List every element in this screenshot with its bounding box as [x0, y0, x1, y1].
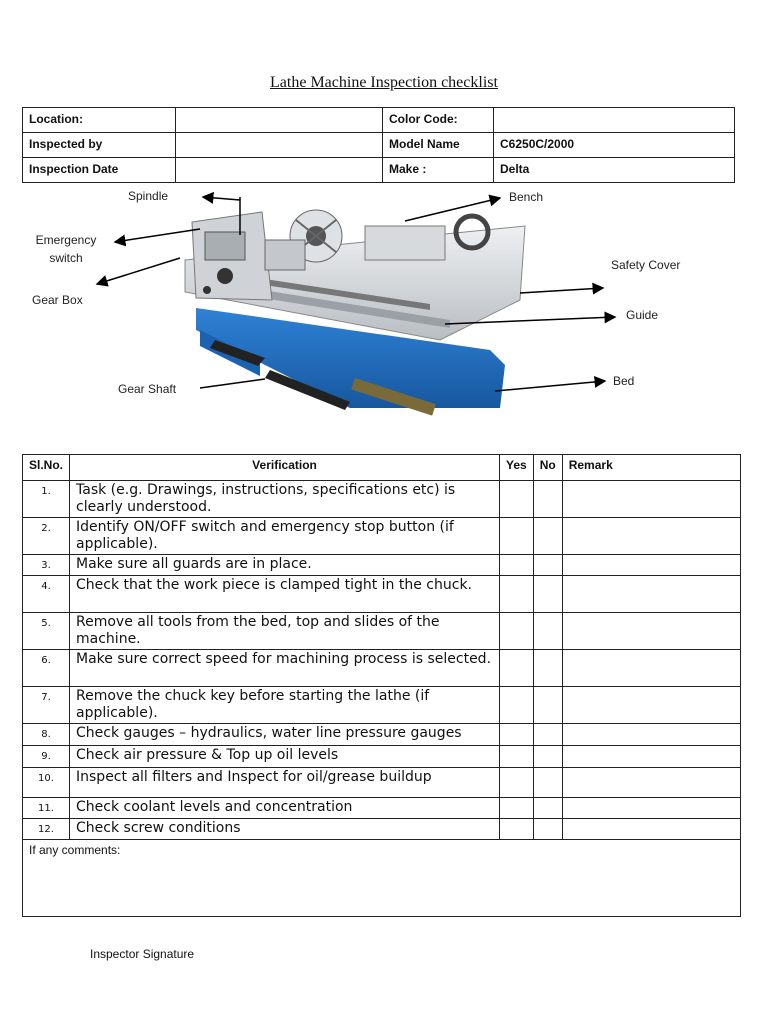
label-emergency-switch-line1: Emergency — [35, 233, 97, 247]
row-yes-cell[interactable] — [500, 576, 534, 613]
row-no-cell[interactable] — [533, 768, 562, 798]
headstock — [192, 212, 272, 300]
lathe-diagram — [0, 180, 768, 420]
row-task: Identify ON/OFF switch and emergency stop button (if applicable). — [70, 518, 500, 555]
row-task: Check coolant levels and concentration — [70, 798, 500, 819]
location-label: Location: — [23, 108, 176, 133]
row-task: Inspect all filters and Inspect for oil/grease buildup — [70, 768, 500, 798]
header-verification: Verification — [70, 455, 500, 481]
row-no-cell[interactable] — [533, 650, 562, 687]
row-number: 1. — [23, 481, 70, 518]
row-task: Task (e.g. Drawings, instructions, specifications etc) is clearly understood. — [70, 481, 500, 518]
row-number: 2. — [23, 518, 70, 555]
location-value-field[interactable] — [176, 108, 383, 133]
label-bench: Bench — [509, 190, 544, 204]
gear-shaft-line — [200, 379, 265, 388]
row-no-cell[interactable] — [533, 746, 562, 768]
checklist-header-row — [23, 455, 741, 481]
row-yes-cell[interactable] — [500, 518, 534, 555]
inspector-signature-label: Inspector Signature — [90, 947, 195, 961]
info-table — [22, 107, 735, 183]
inspection-date-label: Inspection Date — [23, 158, 176, 183]
inspection-date-value-field[interactable] — [176, 158, 383, 183]
row-no-cell[interactable] — [533, 576, 562, 613]
label-gear-box: Gear Box — [32, 293, 83, 307]
bench-arrow — [405, 198, 500, 221]
row-yes-cell[interactable] — [500, 481, 534, 518]
page-title: Lathe Machine Inspection checklist — [270, 74, 498, 91]
checklist-row — [23, 481, 741, 518]
make-label: Make : — [383, 158, 494, 183]
make-value: Delta — [494, 158, 735, 183]
row-yes-cell[interactable] — [500, 819, 534, 840]
checklist-row — [23, 687, 741, 724]
row-remark-cell[interactable] — [562, 724, 740, 746]
row-no-cell[interactable] — [533, 798, 562, 819]
row-no-cell[interactable] — [533, 819, 562, 840]
row-remark-cell[interactable] — [562, 555, 740, 576]
info-row-inspected-by — [23, 133, 735, 158]
row-no-cell[interactable] — [533, 687, 562, 724]
label-emergency-switch — [34, 231, 98, 267]
row-remark-cell[interactable] — [562, 650, 740, 687]
header-remark: Remark — [562, 455, 740, 481]
row-no-cell[interactable] — [533, 518, 562, 555]
checklist-row — [23, 555, 741, 576]
row-no-cell[interactable] — [533, 481, 562, 518]
model-name-label: Model Name — [383, 133, 494, 158]
row-yes-cell[interactable] — [500, 555, 534, 576]
checklist-row — [23, 650, 741, 687]
row-number: 5. — [23, 613, 70, 650]
spindle-arrow — [203, 197, 240, 200]
label-guide: Guide — [626, 308, 659, 322]
row-yes-cell[interactable] — [500, 613, 534, 650]
row-number: 9. — [23, 746, 70, 768]
checklist-row — [23, 576, 741, 613]
safety-cover-arrow — [520, 288, 603, 293]
info-row-location — [23, 108, 735, 133]
label-spindle: Spindle — [128, 189, 169, 203]
checklist-row — [23, 819, 741, 840]
row-task: Make sure all guards are in place. — [70, 555, 500, 576]
row-remark-cell[interactable] — [562, 819, 740, 840]
row-number: 7. — [23, 687, 70, 724]
row-remark-cell[interactable] — [562, 481, 740, 518]
gear-box-arrow — [97, 258, 180, 284]
row-yes-cell[interactable] — [500, 798, 534, 819]
row-yes-cell[interactable] — [500, 768, 534, 798]
lathe-machine-illustration — [0, 180, 768, 420]
row-remark-cell[interactable] — [562, 613, 740, 650]
row-task: Check that the work piece is clamped tight in the chuck. — [70, 576, 500, 613]
row-remark-cell[interactable] — [562, 746, 740, 768]
row-no-cell[interactable] — [533, 613, 562, 650]
row-no-cell[interactable] — [533, 724, 562, 746]
row-remark-cell[interactable] — [562, 518, 740, 555]
checklist-row — [23, 518, 741, 555]
row-yes-cell[interactable] — [500, 650, 534, 687]
checklist-row — [23, 768, 741, 798]
row-remark-cell[interactable] — [562, 768, 740, 798]
row-number: 6. — [23, 650, 70, 687]
model-name-value: C6250C/2000 — [494, 133, 735, 158]
checklist-row — [23, 746, 741, 768]
header-sl-no: Sl.No. — [23, 455, 70, 481]
row-number: 12. — [23, 819, 70, 840]
emergency-switch-arrow — [115, 229, 200, 242]
row-task: Check air pressure & Top up oil levels — [70, 746, 500, 768]
row-number: 4. — [23, 576, 70, 613]
row-number: 10. — [23, 768, 70, 798]
row-no-cell[interactable] — [533, 555, 562, 576]
label-gear-shaft: Gear Shaft — [118, 382, 177, 396]
checklist-table — [22, 454, 741, 917]
row-yes-cell[interactable] — [500, 687, 534, 724]
row-remark-cell[interactable] — [562, 798, 740, 819]
inspected-by-label: Inspected by — [23, 133, 176, 158]
color-code-label: Color Code: — [383, 108, 494, 133]
label-bed: Bed — [613, 374, 635, 388]
row-task: Remove all tools from the bed, top and slides of the machine. — [70, 613, 500, 650]
row-number: 11. — [23, 798, 70, 819]
inspected-by-value-field[interactable] — [176, 133, 383, 158]
row-task: Make sure correct speed for machining process is selected. — [70, 650, 500, 687]
color-code-value-field[interactable] — [494, 108, 735, 133]
row-number: 8. — [23, 724, 70, 746]
info-row-inspection-date — [23, 158, 735, 183]
bed-arrow — [495, 381, 605, 391]
row-task: Check screw conditions — [70, 819, 500, 840]
row-yes-cell[interactable] — [500, 746, 534, 768]
comments-label: If any comments: — [29, 843, 121, 857]
row-remark-cell[interactable] — [562, 687, 740, 724]
checklist-row — [23, 613, 741, 650]
label-emergency-switch-line2: switch — [49, 251, 83, 265]
label-safety-cover: Safety Cover — [611, 258, 681, 272]
header-no: No — [533, 455, 562, 481]
row-task: Check gauges – hydraulics, water line pressure gauges — [70, 724, 500, 746]
row-remark-cell[interactable] — [562, 576, 740, 613]
header-yes: Yes — [500, 455, 534, 481]
checklist-row — [23, 798, 741, 819]
checklist-row — [23, 724, 741, 746]
comments-row — [23, 840, 741, 917]
comments-field[interactable] — [23, 840, 741, 917]
row-task: Remove the chuck key before starting the lathe (if applicable). — [70, 687, 500, 724]
row-yes-cell[interactable] — [500, 724, 534, 746]
row-number: 3. — [23, 555, 70, 576]
